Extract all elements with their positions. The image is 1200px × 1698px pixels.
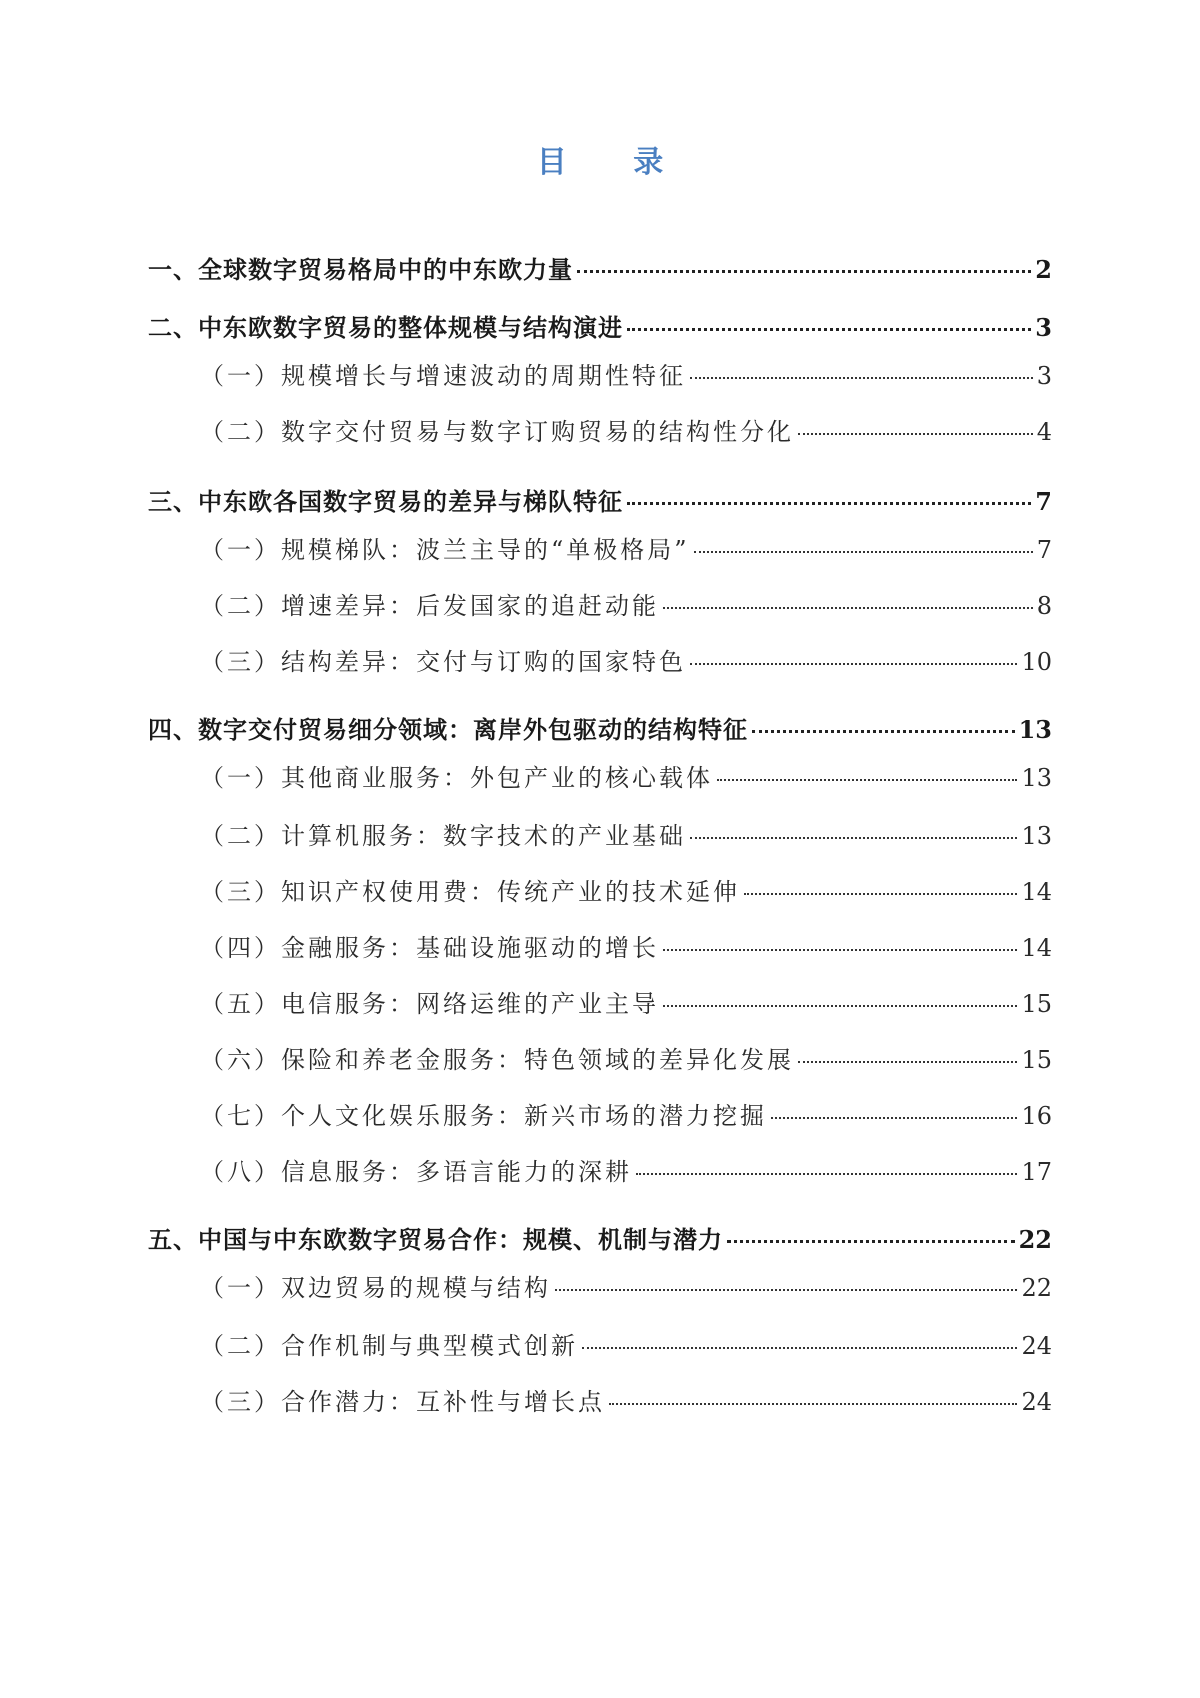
toc-section-entry[interactable] bbox=[148, 356, 1052, 396]
toc-page-number: 22 bbox=[1021, 1274, 1052, 1302]
toc-entry-label: （二）计算机服务：数字技术的产业基础 bbox=[200, 822, 686, 850]
toc-page-number: 10 bbox=[1021, 648, 1052, 676]
toc-section-entry[interactable] bbox=[148, 984, 1052, 1024]
toc-dot-leader bbox=[636, 1173, 1017, 1175]
toc-page-number: 14 bbox=[1021, 878, 1052, 906]
toc-entry-label: （三）知识产权使用费：传统产业的技术延伸 bbox=[200, 878, 740, 906]
toc-dot-leader bbox=[555, 1289, 1017, 1291]
toc-dot-leader bbox=[663, 1005, 1017, 1007]
toc-entry-label: （一）规模增长与增速波动的周期性特征 bbox=[200, 362, 686, 390]
toc-entry-label: （八）信息服务：多语言能力的深耕 bbox=[200, 1158, 632, 1186]
toc-section-entry[interactable] bbox=[148, 412, 1052, 452]
toc-page-number: 22 bbox=[1018, 1225, 1052, 1254]
toc-entry-label: （二）增速差异：后发国家的追赶动能 bbox=[200, 592, 659, 620]
toc-entry-label: （一）双边贸易的规模与结构 bbox=[200, 1274, 551, 1302]
toc-dot-leader bbox=[609, 1403, 1017, 1405]
toc-page-number: 13 bbox=[1018, 715, 1052, 744]
toc-entry-label: （六）保险和养老金服务：特色领域的差异化发展 bbox=[200, 1046, 794, 1074]
toc-dot-leader bbox=[582, 1347, 1017, 1349]
toc-dot-leader bbox=[663, 607, 1033, 609]
toc-chapter-entry[interactable] bbox=[148, 308, 1052, 348]
toc-page-number: 24 bbox=[1021, 1388, 1052, 1416]
toc-page-number: 8 bbox=[1036, 592, 1052, 620]
toc-dot-leader bbox=[694, 551, 1033, 553]
toc-chapter-entry[interactable] bbox=[148, 250, 1052, 290]
toc-page-number: 14 bbox=[1021, 934, 1052, 962]
toc-entry-label: 二、中东欧数字贸易的整体规模与结构演进 bbox=[148, 313, 623, 342]
toc-entry-label: （一）其他商业服务：外包产业的核心载体 bbox=[200, 764, 713, 792]
toc-page-number: 13 bbox=[1021, 822, 1052, 850]
toc-section-entry[interactable] bbox=[148, 1096, 1052, 1136]
toc-entry-label: 四、数字交付贸易细分领域：离岸外包驱动的结构特征 bbox=[148, 715, 748, 744]
toc-page-number: 24 bbox=[1021, 1332, 1052, 1360]
toc-section-entry[interactable] bbox=[148, 872, 1052, 912]
toc-dot-leader bbox=[798, 433, 1033, 435]
toc-page-number: 15 bbox=[1021, 1046, 1052, 1074]
toc-section-entry[interactable] bbox=[148, 642, 1052, 682]
toc-chapter-entry[interactable] bbox=[148, 482, 1052, 522]
toc-section-entry[interactable] bbox=[148, 816, 1052, 856]
toc-dot-leader bbox=[744, 893, 1017, 895]
toc-section-entry[interactable] bbox=[148, 1152, 1052, 1192]
toc-dot-leader bbox=[690, 663, 1017, 665]
toc-entry-label: （七）个人文化娱乐服务：新兴市场的潜力挖掘 bbox=[200, 1102, 767, 1130]
toc-section-entry[interactable] bbox=[148, 758, 1052, 798]
toc-entry-label: （二）合作机制与典型模式创新 bbox=[200, 1332, 578, 1360]
toc-dot-leader bbox=[627, 502, 1031, 505]
toc-entry-label: 五、中国与中东欧数字贸易合作：规模、机制与潜力 bbox=[148, 1225, 723, 1254]
toc-chapter-entry[interactable] bbox=[148, 710, 1052, 750]
toc-dot-leader bbox=[727, 1240, 1015, 1243]
toc-page-number: 16 bbox=[1021, 1102, 1052, 1130]
toc-section-entry[interactable] bbox=[148, 586, 1052, 626]
toc-page-number: 7 bbox=[1036, 536, 1052, 564]
toc-page-number: 3 bbox=[1035, 313, 1052, 342]
toc-dot-leader bbox=[798, 1061, 1017, 1063]
toc-section-entry[interactable] bbox=[148, 530, 1052, 570]
toc-page-number: 13 bbox=[1021, 764, 1052, 792]
toc-page-number: 3 bbox=[1036, 362, 1052, 390]
toc-entry-label: （三）结构差异：交付与订购的国家特色 bbox=[200, 648, 686, 676]
toc-dot-leader bbox=[717, 779, 1017, 781]
toc-page-number: 17 bbox=[1021, 1158, 1052, 1186]
toc-entry-label: （三）合作潜力：互补性与增长点 bbox=[200, 1388, 605, 1416]
toc-page-number: 2 bbox=[1035, 255, 1052, 284]
toc-entry-label: 三、中东欧各国数字贸易的差异与梯队特征 bbox=[148, 487, 623, 516]
toc-page-number: 15 bbox=[1021, 990, 1052, 1018]
toc-section-entry[interactable] bbox=[148, 1040, 1052, 1080]
toc-dot-leader bbox=[627, 328, 1031, 331]
toc-section-entry[interactable] bbox=[148, 1326, 1052, 1366]
toc-page-number: 7 bbox=[1035, 487, 1052, 516]
toc-entry-label: （一）规模梯队：波兰主导的“单极格局” bbox=[200, 536, 690, 564]
toc-dot-leader bbox=[690, 377, 1033, 379]
toc-section-entry[interactable] bbox=[148, 1268, 1052, 1308]
toc-chapter-entry[interactable] bbox=[148, 1220, 1052, 1260]
toc-dot-leader bbox=[752, 730, 1015, 733]
toc-section-entry[interactable] bbox=[148, 928, 1052, 968]
toc-section-entry[interactable] bbox=[148, 1382, 1052, 1422]
toc-dot-leader bbox=[577, 270, 1031, 273]
toc-dot-leader bbox=[771, 1117, 1017, 1119]
toc-dot-leader bbox=[663, 949, 1017, 951]
toc-title-text: 目 录 bbox=[536, 145, 692, 180]
toc-entry-label: （五）电信服务：网络运维的产业主导 bbox=[200, 990, 659, 1018]
toc-dot-leader bbox=[690, 837, 1017, 839]
toc-entry-label: （四）金融服务：基础设施驱动的增长 bbox=[200, 934, 659, 962]
toc-page-number: 4 bbox=[1036, 418, 1052, 446]
toc-entry-label: 一、全球数字贸易格局中的中东欧力量 bbox=[148, 255, 573, 284]
toc-title bbox=[0, 143, 1200, 183]
toc-entry-label: （二）数字交付贸易与数字订购贸易的结构性分化 bbox=[200, 418, 794, 446]
